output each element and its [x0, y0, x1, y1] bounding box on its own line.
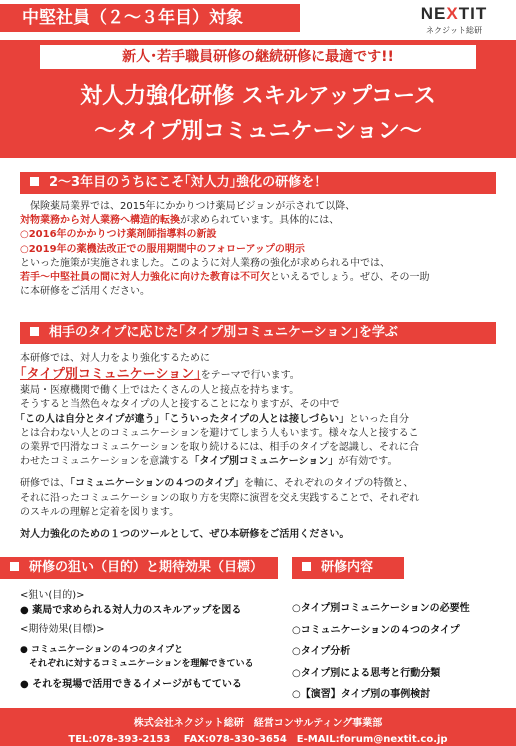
section-1-body: 保険薬局業界では、2015年にかかりつけ薬局ビジョンが示されて以降、 対物業務から対人業務へ構造的転換が求められています。具体的には、 ○2016年のかかりつけ薬剤師指導料の新設 ○2019年の薬機法改正での服用期間中のフォローアップの明示 といった施策が実施されました。このように対人業務の強化が求められる中では、 若手～中堅社員の間に対人力強化に向けた教育は不可欠といえるでしょう。ぜひ、その一助 に本研修をご活用ください。	[20, 201, 430, 298]
list-item: ○【演習】タイプ別の事例検討	[292, 689, 431, 700]
list-item: ○コミュニケーションの４つのタイプ	[292, 624, 460, 636]
square-bullet-icon	[30, 327, 39, 336]
course-subtitle: ～タイプ別コミュニケーション～	[94, 119, 422, 144]
logo-wordmark: NEXTIT	[420, 4, 488, 23]
section-heading-4: 研修内容	[292, 557, 404, 579]
section-heading-1: 2～3年目のうちにこそ｢対人力｣強化の研修を！	[20, 172, 496, 194]
footer-company: 株式会社ネクジット総研 経営コンサルティング事業部	[133, 718, 383, 729]
square-bullet-icon	[10, 562, 19, 571]
target-audience-tag: 中堅社員（２～３年目）対象	[0, 4, 300, 32]
top-bar	[0, 0, 516, 36]
nextit-logo	[406, 4, 502, 34]
footer-contact: TEL:078-393-2153 FAX:078-330-3654 E-MAIL:forum@nextit.co.jp	[68, 734, 448, 745]
section-2-body: 本研修では、対人力をより強化するために ｢タイプ別コミュニケーション｣をテーマで行います。 薬局・医療機関で働く上ではたくさんの人と接点を持ちます。 そうすると当然色々なタイプの人と接することになりますが、その中で ｢この人は自分とタイプが違う｣「こういったタイプの人とは接しづらい」といった自分 とは合わない人とのコミュニケーションを避けてしまう人もいます。様々な人と接するこ の業界で円滑なコミュニケーションを取り続けるには、相手のタイプを認識し、それに合 わせたコミュニケーションを意識する「タイプ別コミュニケーション」が有効です。 研修では、「コミュニケーションの４つのタイプ」を軸に、それぞれのタイプの特徴と、 それに沿ったコミュニケーションの取り方を実際に演習を交え実践することで、それぞれ のスキルの理解と定着を図ります。 対人力強化のための１つのツールとして、ぜひ本研修をご活用ください。	[20, 353, 420, 541]
list-item: ○タイプ別コミュニケーションの必要性	[292, 603, 470, 614]
square-bullet-icon	[302, 562, 311, 571]
theme-highlight: ｢タイプ別コミュニケーション｣	[20, 367, 201, 383]
list-item: ○タイプ別による思考と行動分類	[292, 667, 441, 679]
section-heading-2: 相手のタイプに応じた｢タイプ別コミュニケーション｣を学ぶ	[20, 322, 496, 344]
course-contents-list	[292, 598, 512, 706]
course-title: 対人力強化研修 スキルアップコース	[80, 84, 436, 109]
list-item: ○タイプ分析	[292, 646, 351, 657]
footer	[0, 708, 516, 746]
logo-subtitle: ネクジット総研	[426, 26, 482, 35]
hero-banner	[0, 40, 516, 158]
square-bullet-icon	[30, 177, 39, 186]
aims-and-effects: <狙い(目的)> ● 薬局で求められる対人力のスキルアップを図る <期待効果(目標)> ● コミュニケーションの４つのタイプと それぞれに対するコミュニケーションを理解できている ● それを現場で活用できるイメージがもてている	[20, 590, 254, 690]
section-heading-3: 研修の狙い（目的）と期待効果（目標）	[0, 557, 278, 579]
hero-tagline: 新人･若手職員研修の継続研修に最適です!!	[40, 45, 476, 69]
